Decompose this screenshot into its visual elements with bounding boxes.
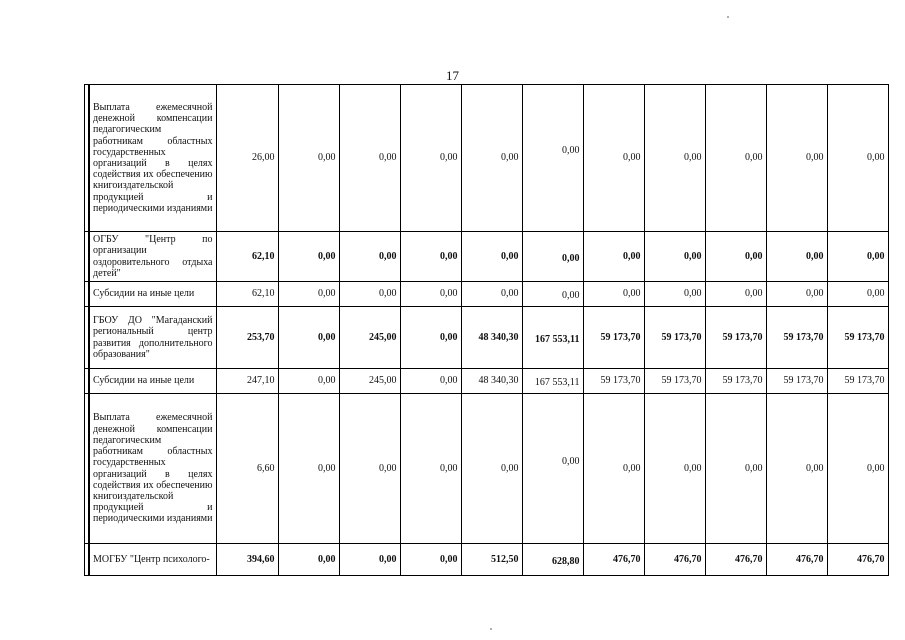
table-cell: 245,00 xyxy=(339,369,400,394)
table-cell: 0,00 xyxy=(827,394,888,544)
table-cell: 167 553,11 xyxy=(522,369,583,394)
table-cell: 62,10 xyxy=(216,282,278,307)
row-label: Выплата ежемесячной денежной компенсации педагогическим работникам областных государственных организаций в целях содействия их обеспечению книгоиздательской продукцией и периодическими изданиями xyxy=(89,394,216,544)
table-row xyxy=(85,307,889,369)
row-label: ГБОУ ДО "Магаданский региональный центр развития дополнительного образования" xyxy=(89,307,216,369)
table-cell: 0,00 xyxy=(278,307,339,369)
table-cell: 0,00 xyxy=(583,282,644,307)
table-cell: 59 173,70 xyxy=(583,369,644,394)
row-label: Выплата ежемесячной денежной компенсации педагогическим работникам областных государственных организаций в целях содействия их обеспечению книгоиздательской продукцией и периодическими изданиями xyxy=(89,85,216,232)
table-cell: 0,00 xyxy=(339,282,400,307)
table-cell: 0,00 xyxy=(400,394,461,544)
table-cell: 0,00 xyxy=(644,394,705,544)
table-cell: 26,00 xyxy=(216,85,278,232)
table-cell: 0,00 xyxy=(278,544,339,576)
table-row xyxy=(85,394,889,544)
scan-speck xyxy=(727,16,729,18)
table-cell: 59 173,70 xyxy=(705,369,766,394)
table-row xyxy=(85,544,889,576)
table-cell: 476,70 xyxy=(583,544,644,576)
table-cell: 476,70 xyxy=(766,544,827,576)
row-label: Субсидии на иные цели xyxy=(89,369,216,394)
table-cell: 512,50 xyxy=(461,544,522,576)
table-cell: 247,10 xyxy=(216,369,278,394)
table-cell: 59 173,70 xyxy=(583,307,644,369)
table-cell: 0,00 xyxy=(644,282,705,307)
table-cell: 59 173,70 xyxy=(766,369,827,394)
table-cell: 394,60 xyxy=(216,544,278,576)
table-cell: 0,00 xyxy=(827,282,888,307)
table-cell: 628,80 xyxy=(522,544,583,576)
table-cell: 0,00 xyxy=(278,394,339,544)
row-label: Субсидии на иные цели xyxy=(89,282,216,307)
table-cell: 0,00 xyxy=(339,85,400,232)
table-cell: 59 173,70 xyxy=(827,369,888,394)
table-cell: 0,00 xyxy=(400,544,461,576)
table-cell: 245,00 xyxy=(339,307,400,369)
table-cell: 6,60 xyxy=(216,394,278,544)
table-cell: 0,00 xyxy=(522,85,583,232)
table-cell: 0,00 xyxy=(583,85,644,232)
table-row xyxy=(85,282,889,307)
table-cell: 0,00 xyxy=(583,394,644,544)
table-cell: 167 553,11 xyxy=(522,307,583,369)
table-cell: 0,00 xyxy=(827,85,888,232)
table-cell: 0,00 xyxy=(583,232,644,282)
table-cell: 0,00 xyxy=(400,232,461,282)
page-number: 17 xyxy=(446,68,459,83)
table-cell: 0,00 xyxy=(278,85,339,232)
table-cell: 0,00 xyxy=(461,394,522,544)
table-cell: 0,00 xyxy=(644,85,705,232)
table-cell: 0,00 xyxy=(705,232,766,282)
table-cell: 0,00 xyxy=(400,369,461,394)
table-cell: 0,00 xyxy=(461,232,522,282)
table-cell: 0,00 xyxy=(766,232,827,282)
table-cell: 0,00 xyxy=(461,282,522,307)
table-cell: 0,00 xyxy=(278,232,339,282)
table-cell: 253,70 xyxy=(216,307,278,369)
table-cell: 0,00 xyxy=(400,307,461,369)
budget-table xyxy=(84,84,889,576)
table-cell: 0,00 xyxy=(461,85,522,232)
table-cell: 59 173,70 xyxy=(644,369,705,394)
row-label: МОГБУ "Центр психолого- xyxy=(89,544,216,576)
table-cell: 48 340,30 xyxy=(461,369,522,394)
table-cell: 0,00 xyxy=(522,282,583,307)
table-cell: 59 173,70 xyxy=(705,307,766,369)
table-cell: 0,00 xyxy=(400,282,461,307)
table-cell: 0,00 xyxy=(766,394,827,544)
table-row xyxy=(85,232,889,282)
table-cell: 0,00 xyxy=(339,544,400,576)
table-cell: 62,10 xyxy=(216,232,278,282)
table-cell: 476,70 xyxy=(705,544,766,576)
table-cell: 59 173,70 xyxy=(766,307,827,369)
table-cell: 0,00 xyxy=(705,282,766,307)
table-row xyxy=(85,369,889,394)
table-cell: 0,00 xyxy=(766,85,827,232)
table-cell: 0,00 xyxy=(278,369,339,394)
table-cell: 0,00 xyxy=(705,394,766,544)
table-cell: 0,00 xyxy=(278,282,339,307)
scan-speck xyxy=(490,628,492,630)
table-cell: 0,00 xyxy=(522,394,583,544)
table-cell: 0,00 xyxy=(705,85,766,232)
table-cell: 0,00 xyxy=(400,85,461,232)
table-cell: 0,00 xyxy=(522,232,583,282)
table-cell: 476,70 xyxy=(827,544,888,576)
table-cell: 476,70 xyxy=(644,544,705,576)
table-cell: 0,00 xyxy=(827,232,888,282)
table-cell: 0,00 xyxy=(339,232,400,282)
table-cell: 0,00 xyxy=(766,282,827,307)
table-row xyxy=(85,85,889,232)
table-cell: 59 173,70 xyxy=(644,307,705,369)
table-cell: 0,00 xyxy=(339,394,400,544)
table-cell: 0,00 xyxy=(644,232,705,282)
row-label: ОГБУ "Центр по организации оздоровительного отдыха детей" xyxy=(89,232,216,282)
table-cell: 59 173,70 xyxy=(827,307,888,369)
table-cell: 48 340,30 xyxy=(461,307,522,369)
